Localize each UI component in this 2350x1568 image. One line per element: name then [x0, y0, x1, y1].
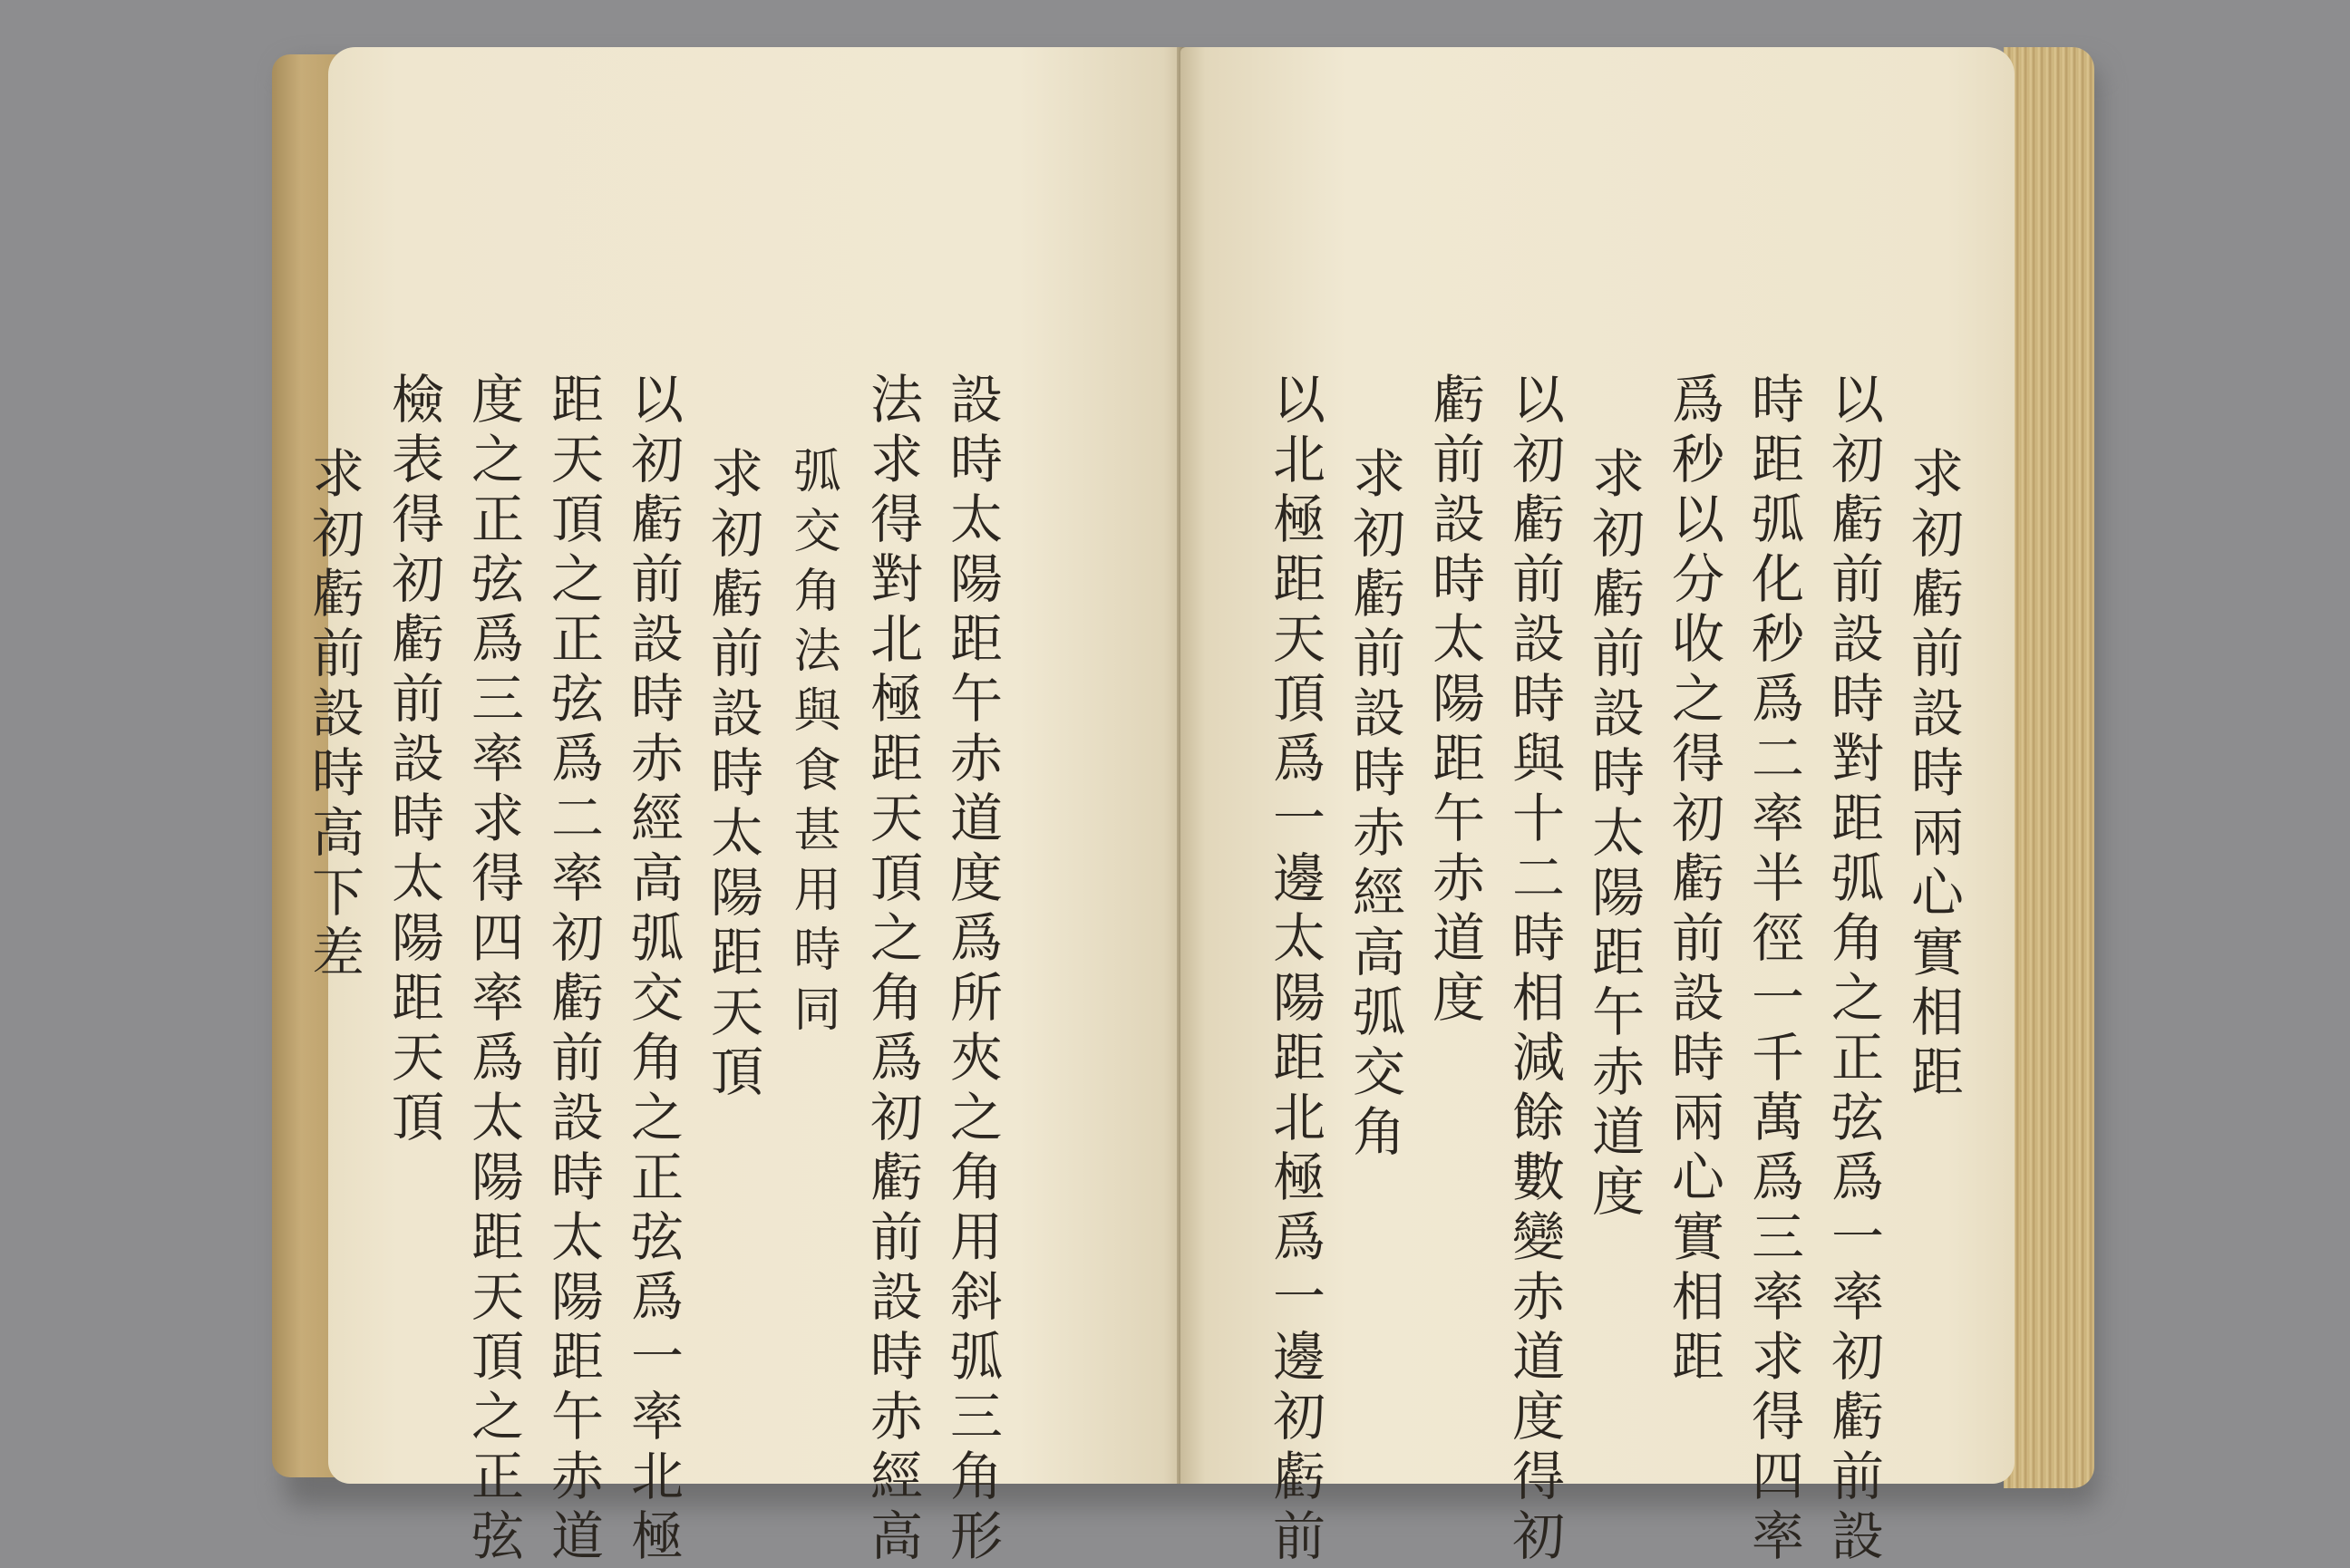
left-page	[303, 47, 1190, 1568]
right-column-3: 時距弧化秒爲二率半徑一千萬爲三率求得四率	[1743, 372, 1804, 1568]
right-column-8: 求初虧前設時赤經高弧交角	[1344, 446, 1405, 1164]
left-column-9: 求初虧前設時高下差	[303, 446, 364, 984]
right-column-4: 爲秒以分收之得初虧前設時兩心實相距	[1663, 372, 1724, 1389]
left-column-1: 設時太陽距午赤道度爲所夾之角用斜弧三角形	[941, 372, 1003, 1568]
left-column-4: 求初虧前設時太陽距天頂	[702, 446, 763, 1104]
right-column-9: 以北極距天頂爲一邊太陽距北極爲一邊初虧前	[1264, 372, 1326, 1568]
open-book	[272, 47, 2094, 1568]
right-column-5: 求初虧前設時太陽距午赤道度	[1583, 446, 1645, 1224]
right-page	[1180, 47, 2015, 1568]
left-column-5: 以初虧前設時赤經高弧交角之正弦爲一率北極	[622, 372, 684, 1568]
right-column-1: 求初虧前設時兩心實相距	[1902, 446, 1964, 1104]
right-column-2: 以初虧前設時對距弧角之正弦爲一率初虧前設	[1822, 372, 1884, 1568]
right-column-6: 以初虧前設時與十二時相減餘數變赤道度得初	[1503, 372, 1565, 1568]
left-column-6: 距天頂之正弦爲二率初虧前設時太陽距午赤道	[542, 372, 604, 1568]
left-column-8: 檢表得初虧前設時太陽距天頂	[383, 372, 444, 1149]
right-column-7: 虧前設時太陽距午赤道度	[1423, 372, 1485, 1030]
left-column-3: 弧交角法與食甚用時同	[785, 446, 840, 1044]
left-column-7: 度之正弦爲三率求得四率爲太陽距天頂之正弦	[462, 372, 524, 1568]
right-page-edges	[2004, 47, 2094, 1488]
left-column-2: 法求得對北極距天頂之角爲初虧前設時赤經高	[861, 372, 923, 1568]
